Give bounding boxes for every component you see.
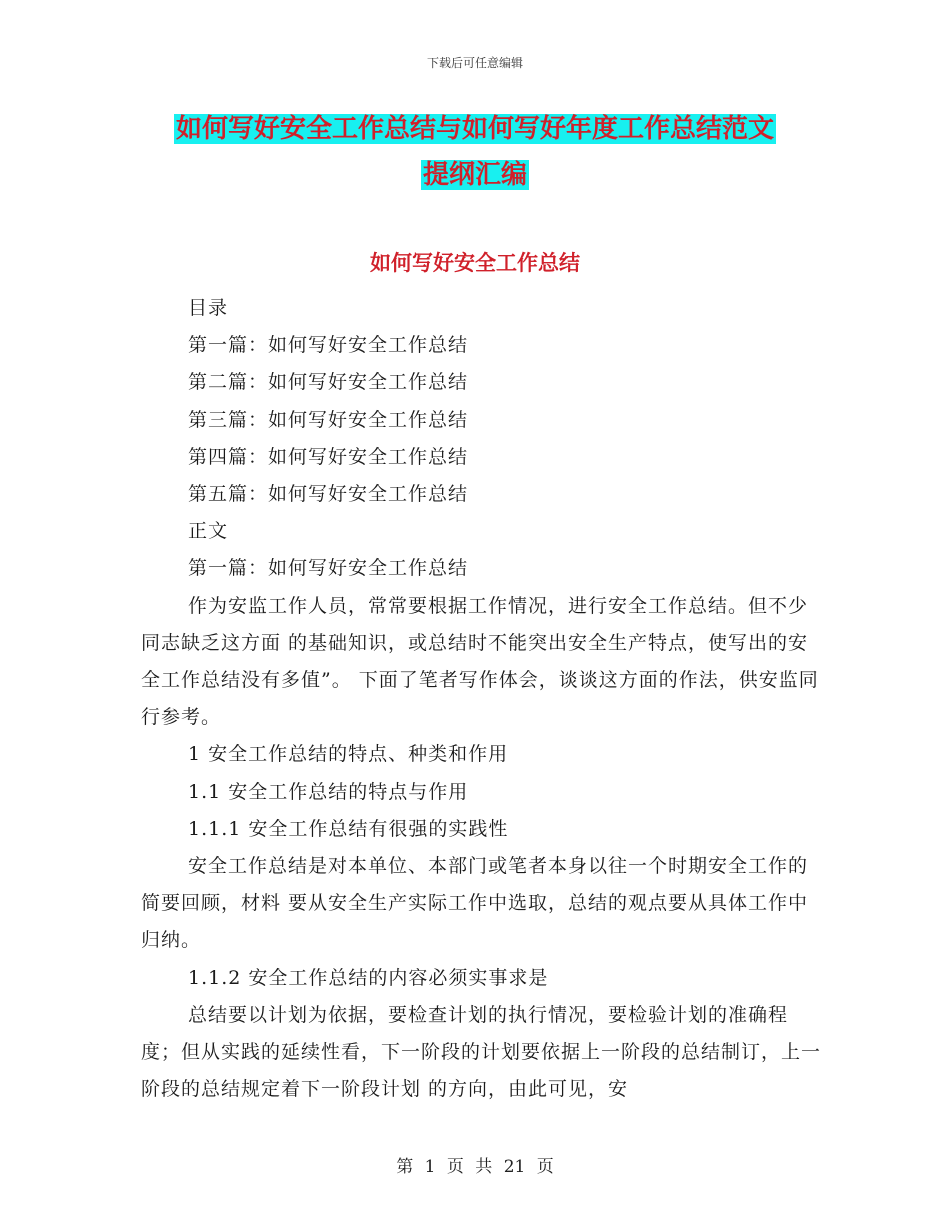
chapter-heading: 第一篇：如何写好安全工作总结: [188, 557, 469, 580]
main-title-line-2: 提纲汇编: [422, 160, 527, 190]
subsection-heading: 1 安全工作总结的特点、种类和作用: [188, 743, 509, 766]
subsection-heading: 1.1 安全工作总结的特点与作用: [188, 780, 469, 803]
paragraph: 安全工作总结是对本单位、本部门或笔者本身以往一个时期安全工作的简要回顾，材料 要从安全生产实际工作中选取，总结的观点要从具体工作中归纳。: [141, 855, 809, 952]
paragraph: 总结要以计划为依据，要检查计划的执行情况，要检验计划的准确程度；但从实践的延续性看，下一阶段的计划要依据上一阶段的总结制订，上一阶段的总结规定着下一阶段计划 的方向，由此可见，安: [141, 1003, 822, 1101]
toc-item: 第五篇：如何写好安全工作总结: [188, 483, 469, 506]
subsection-heading: 1.1.1 安全工作总结有很强的实践性: [188, 817, 509, 840]
main-title: [0, 106, 950, 198]
page-footer: 第 1 页 共 21 页: [396, 1157, 554, 1177]
toc-heading: 目录: [188, 297, 229, 319]
main-title-line-1: 如何写好安全工作总结与如何写好年度工作总结范文: [175, 114, 774, 144]
header-note: 下载后可任意编辑: [426, 56, 523, 70]
paragraph: 作为安监工作人员，常常要根据工作情况，进行安全工作总结。但不少同志缺乏这方面 的基础知识，或总结时不能突出安全生产特点，使写出的安全工作总结没有多值”。 下面了笔者写作体会，谈谈这方面的作法，供安监同行参考。: [141, 594, 819, 729]
toc-item: 第一篇：如何写好安全工作总结: [188, 334, 469, 357]
toc-item: 第二篇：如何写好安全工作总结: [188, 371, 469, 394]
toc-item: 第四篇：如何写好安全工作总结: [188, 445, 469, 468]
toc-item: 第三篇：如何写好安全工作总结: [188, 408, 469, 431]
subsection-heading: 1.1.2 安全工作总结的内容必须实事求是: [188, 966, 549, 989]
section-title: 如何写好安全工作总结: [370, 251, 580, 275]
document-body: [141, 290, 821, 1108]
body-heading: 正文: [188, 520, 229, 543]
